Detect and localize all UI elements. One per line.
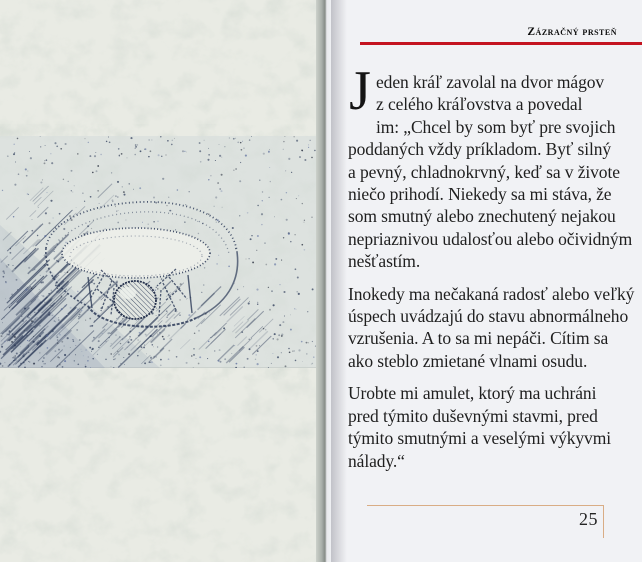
footer-rule-horizontal (367, 505, 604, 506)
paragraph-2 (348, 283, 640, 373)
paragraph-1 (348, 60, 640, 273)
text-line: z celého kráľovstva a povedal (376, 94, 583, 115)
chapter-title: Zázračný prsteň (527, 26, 617, 38)
paragraph-3 (348, 382, 640, 472)
drop-cap: J (349, 60, 371, 122)
text-line: nálady.“ (348, 450, 405, 471)
text-line: Urobte mi amulet, ktorý ma uchráni (348, 383, 597, 404)
footer-rule-vertical (603, 505, 604, 538)
body-text (348, 60, 640, 482)
page-number: 25 (579, 509, 598, 529)
text-line: pred týmito duševnými stavmi, pred (348, 405, 598, 426)
text-line: poddaných vždy príkladom. Byť silný (348, 139, 612, 160)
book-gutter (316, 0, 331, 562)
text-line: eden kráľ zavolal na dvor mágov (376, 72, 605, 92)
text-line: úspech uvádzajú do stavu abnormálneho (348, 306, 629, 327)
text-line: nešťastím. (348, 251, 421, 272)
left-page (0, 0, 316, 562)
text-line: ako steblo zmietané vlnami osudu. (348, 350, 588, 371)
text-line: som smutný alebo znechutený nejakou (348, 206, 616, 227)
text-line: im: „Chcel by som byť pre svojich (376, 116, 616, 137)
right-page (331, 0, 642, 562)
text-line: Inokedy ma nečakaná radosť alebo veľký (348, 283, 635, 304)
text-line: týmito smutnými a veselými výkyvmi (348, 428, 611, 449)
header-rule (360, 42, 642, 45)
ring-illustration (0, 0, 316, 562)
text-line: nepriaznivou udalosťou alebo očividným (348, 228, 633, 249)
text-line: niečo prihodí. Niekedy sa mi stáva, že (348, 184, 612, 205)
text-line: vzrušenia. A to sa mi nepáči. Cítim sa (348, 328, 609, 349)
text-line: a pevný, chladnokrvný, keď sa v živote (348, 161, 620, 182)
